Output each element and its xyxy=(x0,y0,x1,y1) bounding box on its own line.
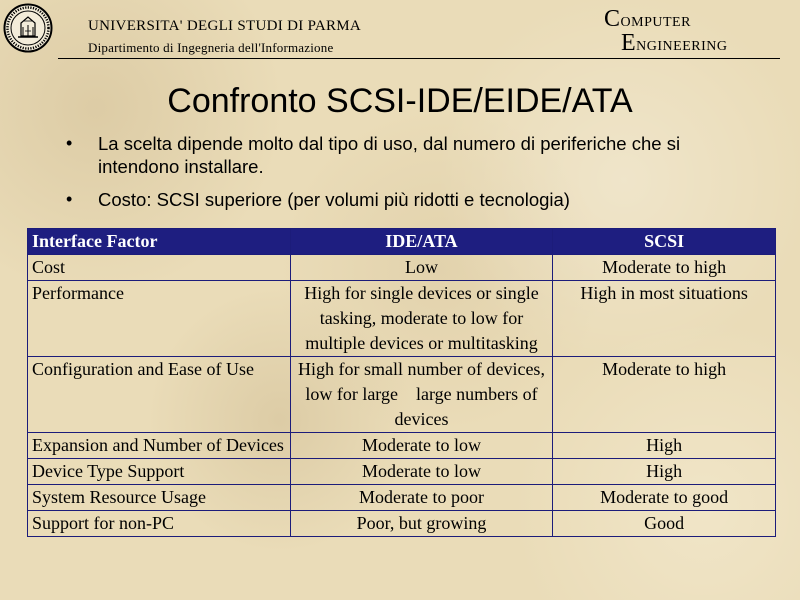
logo-rest-engineering: NGINEERING xyxy=(636,39,728,54)
table-header-row xyxy=(28,229,776,255)
row-ide-value: Moderate to poor xyxy=(290,485,553,511)
bullet-dot-icon: • xyxy=(66,189,73,209)
row-ide-value: Moderate to low xyxy=(290,433,553,459)
bullet-dot-icon: • xyxy=(66,133,73,153)
row-scsi-value: High xyxy=(553,459,776,485)
header-ide-ata: IDE/ATA xyxy=(290,229,553,255)
row-ide-value: High for single devices or single tasking, moderate to low for multiple devices or multitasking xyxy=(290,281,553,357)
table-row xyxy=(28,357,776,433)
university-name: UNIVERSITA' DEGLI STUDI DI PARMA xyxy=(88,18,362,34)
table-row xyxy=(28,511,776,537)
table-row xyxy=(28,433,776,459)
row-factor: Performance xyxy=(28,281,291,357)
row-ide-value: Poor, but growing xyxy=(290,511,553,537)
logo-initial-c: C xyxy=(604,6,621,32)
slide-title: Confronto SCSI-IDE/EIDE/ATA xyxy=(167,82,633,120)
logo-text-computer xyxy=(604,6,691,33)
table-row xyxy=(28,459,776,485)
bullet-item xyxy=(60,132,760,178)
table-row xyxy=(28,485,776,511)
logo-text-engineering xyxy=(621,30,728,57)
department-name: Dipartimento di Ingegneria dell'Informazione xyxy=(88,40,334,55)
bullet-list xyxy=(60,132,760,221)
row-scsi-value: Good xyxy=(553,511,776,537)
row-scsi-value: High in most situations xyxy=(553,281,776,357)
row-ide-value: High for small number of devices, low for large large numbers of devices xyxy=(290,357,553,433)
row-scsi-value: Moderate to high xyxy=(553,357,776,433)
row-ide-value: Low xyxy=(290,255,553,281)
comparison-table xyxy=(27,228,776,537)
header-scsi: SCSI xyxy=(553,229,776,255)
header-interface-factor: Interface Factor xyxy=(28,229,291,255)
row-factor: Expansion and Number of Devices xyxy=(28,433,291,459)
row-factor: Support for non-PC xyxy=(28,511,291,537)
row-factor: Configuration and Ease of Use xyxy=(28,357,291,433)
table-row xyxy=(28,255,776,281)
row-factor: Cost xyxy=(28,255,291,281)
row-factor: System Resource Usage xyxy=(28,485,291,511)
bullet-text: La scelta dipende molto dal tipo di uso, dal numero di periferiche che si intendono installare. xyxy=(98,133,681,177)
row-scsi-value: Moderate to good xyxy=(553,485,776,511)
table-row xyxy=(28,281,776,357)
row-factor: Device Type Support xyxy=(28,459,291,485)
bullet-item xyxy=(60,188,760,211)
logo-rest-computer: OMPUTER xyxy=(620,15,691,30)
logo-initial-e: E xyxy=(621,30,637,56)
row-ide-value: Moderate to low xyxy=(290,459,553,485)
bullet-text: Costo: SCSI superiore (per volumi più ridotti e tecnologia) xyxy=(98,189,570,210)
header-divider xyxy=(58,58,780,59)
row-scsi-value: High xyxy=(553,433,776,459)
row-scsi-value: Moderate to high xyxy=(553,255,776,281)
university-seal-icon xyxy=(3,3,53,53)
